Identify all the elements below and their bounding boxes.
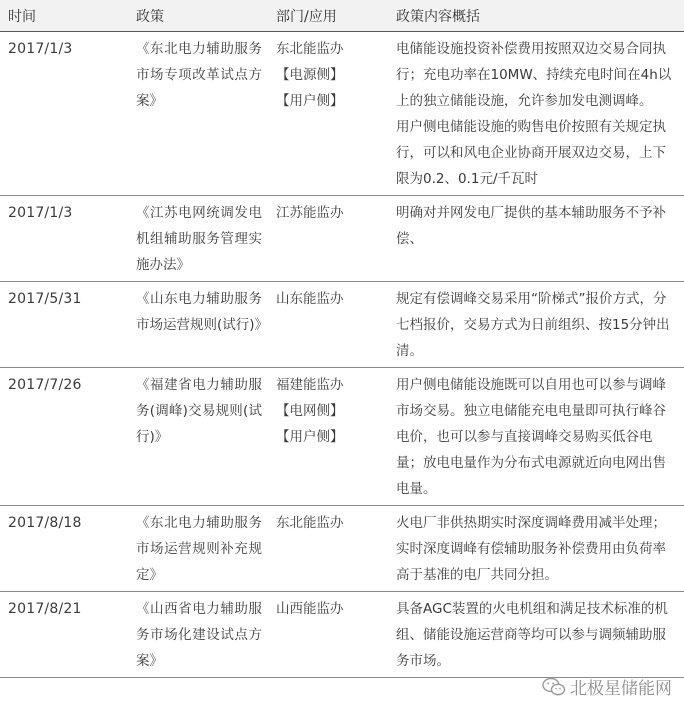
row-dept	[268, 196, 388, 282]
table-row	[0, 368, 684, 506]
row-policy: 《山东电力辅助服务市场运营规则(试行)》	[128, 282, 268, 368]
content-paragraph: 规定有偿调峰交易采用“阶梯式”报价方式，分七档报价，交易方式为日前组织、按15分钟出清。	[396, 291, 670, 359]
content-paragraph: 用户侧电储能设施既可以自用也可以参与调峰市场交易。独立电储能充电电量即可执行峰谷电价，也可以参与直接调峰交易购买低谷电量；放电电量作为分布式电源就近向电网出售电量。	[396, 377, 666, 497]
row-dept	[268, 592, 388, 678]
content-paragraph: 电储能设施投资补偿费用按照双边交易合同执行；充电功率在10MW、持续充电时间在4h以上的独立储能设施，允许参加发电测调峰。	[396, 41, 672, 109]
watermark-text: 北极星储能网	[570, 679, 672, 699]
header-content: 政策内容概括	[388, 0, 684, 32]
row-dept	[268, 368, 388, 506]
dept-application: 【电源侧】	[276, 67, 344, 83]
dept-office: 山东能监办	[276, 291, 344, 307]
dept-office: 福建能监办	[276, 377, 344, 393]
header-dept: 部门/应用	[268, 0, 388, 32]
content-paragraph: 明确对并网发电厂提供的基本辅助服务不予补偿、	[396, 205, 666, 247]
wechat-icon	[542, 677, 566, 697]
row-date: 2017/1/3	[0, 32, 128, 196]
row-date: 2017/8/18	[0, 506, 128, 592]
header-policy: 政策	[128, 0, 268, 32]
table-header-row	[0, 0, 684, 32]
row-content	[388, 592, 684, 678]
row-content	[388, 506, 684, 592]
content-paragraph: 用户侧电储能设施的购售电价按照有关规定执行，可以和风电企业协商开展双边交易，上下限为0.2、0.1元/千瓦时	[396, 119, 666, 187]
row-date: 2017/8/21	[0, 592, 128, 678]
row-policy: 《江苏电网统调发电机组辅助服务管理实施办法》	[128, 196, 268, 282]
row-date: 2017/5/31	[0, 282, 128, 368]
row-date: 2017/7/26	[0, 368, 128, 506]
row-policy: 《东北电力辅助服务市场运营规则补充规定》	[128, 506, 268, 592]
dept-office: 山西能监办	[276, 601, 344, 617]
dept-application: 【电网侧】	[276, 403, 344, 419]
row-dept	[268, 282, 388, 368]
table-row	[0, 196, 684, 282]
header-date: 时间	[0, 0, 128, 32]
content-paragraph: 具备AGC装置的火电机组和满足技术标准的机组、储能设施运营商等均可以参与调频辅助服务市场。	[396, 601, 668, 669]
row-content	[388, 368, 684, 506]
row-dept	[268, 32, 388, 196]
table-row	[0, 32, 684, 196]
watermark	[542, 674, 672, 699]
row-policy: 《东北电力辅助服务市场专项改革试点方案》	[128, 32, 268, 196]
row-policy: 《山西省电力辅助服务市场化建设试点方案》	[128, 592, 268, 678]
row-policy: 《福建省电力辅助服务(调峰)交易规则(试行)》	[128, 368, 268, 506]
row-content	[388, 32, 684, 196]
dept-application: 【用户侧】	[276, 93, 344, 109]
dept-application: 【用户侧】	[276, 429, 344, 445]
row-content	[388, 196, 684, 282]
content-paragraph: 火电厂非供热期实时深度调峰费用减半处理；实时深度调峰有偿辅助服务补偿费用由负荷率高于基准的电厂共同分担。	[396, 515, 666, 583]
dept-office: 东北能监办	[276, 515, 344, 531]
row-dept	[268, 506, 388, 592]
row-content	[388, 282, 684, 368]
row-date: 2017/1/3	[0, 196, 128, 282]
table-row	[0, 506, 684, 592]
dept-office: 江苏能监办	[276, 205, 344, 221]
dept-office: 东北能监办	[276, 41, 344, 57]
table-row	[0, 592, 684, 678]
table-row	[0, 282, 684, 368]
